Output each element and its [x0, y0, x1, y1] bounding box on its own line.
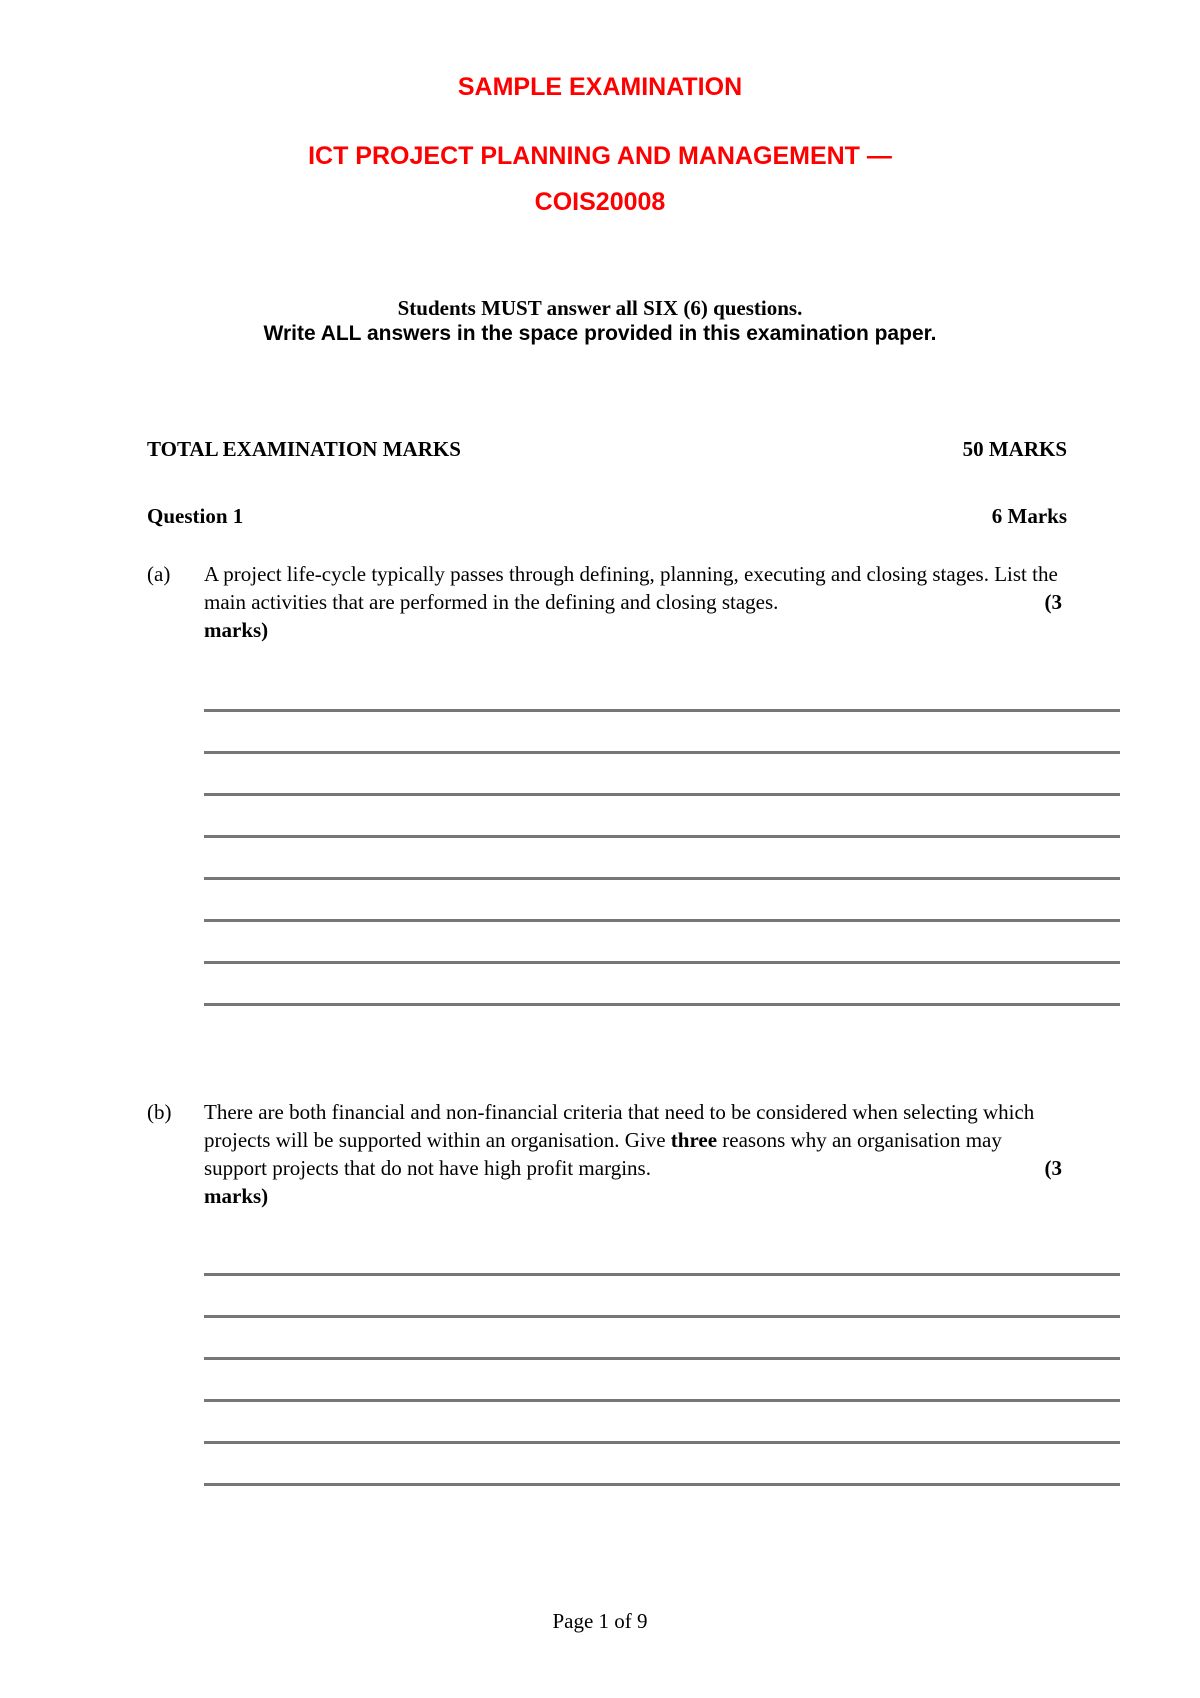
instruction-line-1: Students MUST answer all SIX (6) questions. [397, 296, 803, 320]
total-marks-label: TOTAL EXAMINATION MARKS [147, 437, 461, 461]
exam-title: SAMPLE EXAMINATION [457, 73, 743, 101]
answer-line[interactable] [204, 1315, 1120, 1318]
question-1-label: Question 1 [147, 504, 244, 528]
question-1b-marks-close: marks) [204, 1184, 269, 1208]
question-1a-marks-open: (3 [1044, 590, 1062, 614]
answer-line[interactable] [204, 1003, 1120, 1006]
question-1a-label: (a) [147, 562, 171, 586]
question-1b-body-end: reasons why an organisation may support projects that do not have high profit margins. [204, 1128, 1002, 1180]
question-1-marks: 6 Marks [991, 504, 1067, 528]
question-1-header [147, 504, 1067, 529]
question-1b-marks-open: (3 [1044, 1156, 1062, 1180]
answer-line[interactable] [204, 709, 1120, 712]
question-1a-text [204, 560, 1062, 644]
answer-line[interactable] [204, 1399, 1120, 1402]
answer-line[interactable] [204, 751, 1120, 754]
answer-line[interactable] [204, 1483, 1120, 1486]
total-marks-value: 50 MARKS [962, 437, 1067, 461]
answer-line[interactable] [204, 1273, 1120, 1276]
question-1b-label: (b) [147, 1100, 172, 1124]
question-1b-emphasis: three [670, 1128, 718, 1152]
question-1b-body-start: There are both financial and non-financial criteria that need to be considered when selecting which projects will be supported within an organisation. Give [204, 1100, 1035, 1152]
answer-line[interactable] [204, 919, 1120, 922]
course-code: COIS20008 [534, 188, 666, 216]
answer-line[interactable] [204, 961, 1120, 964]
course-title: ICT PROJECT PLANNING AND MANAGEMENT — [308, 142, 892, 170]
answer-line[interactable] [204, 877, 1120, 880]
page-number: Page 1 of 9 [552, 1609, 648, 1633]
instruction-line-2: Write ALL answers in the space provided in this examination paper. [263, 322, 937, 345]
answer-line[interactable] [204, 793, 1120, 796]
total-marks-row [147, 437, 1067, 462]
answer-line[interactable] [204, 1441, 1120, 1444]
question-1a-body: A project life-cycle typically passes through defining, planning, executing and closing stages. List the main activities that are performed in the defining and closing stages. [204, 562, 1058, 614]
answer-line[interactable] [204, 835, 1120, 838]
question-1b-text [204, 1098, 1062, 1210]
answer-line[interactable] [204, 1357, 1120, 1360]
question-1a-marks-close: marks) [204, 618, 269, 642]
